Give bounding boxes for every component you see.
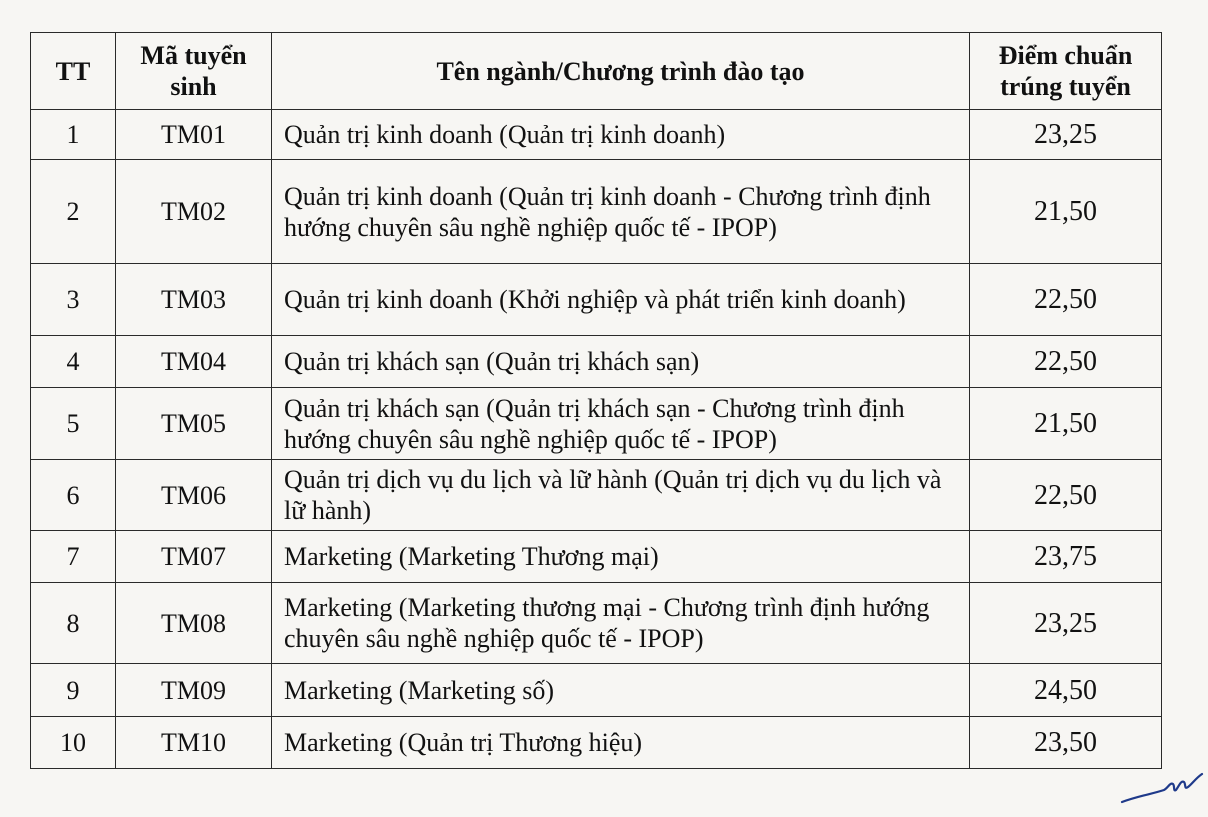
row-number: 10 [31, 717, 116, 769]
handwritten-signature [1118, 768, 1204, 808]
row-number: 8 [31, 583, 116, 664]
row-number: 3 [31, 264, 116, 336]
program-name: Marketing (Marketing số) [272, 664, 970, 717]
program-name: Marketing (Quản trị Thương hiệu) [272, 717, 970, 769]
cutoff-score: 23,25 [970, 583, 1162, 664]
table-row [31, 583, 1162, 664]
table-row [31, 110, 1162, 160]
admission-code: TM06 [116, 460, 272, 531]
cutoff-score: 22,50 [970, 336, 1162, 388]
admission-code: TM03 [116, 264, 272, 336]
program-name: Quản trị kinh doanh (Khởi nghiệp và phát triển kinh doanh) [272, 264, 970, 336]
table-row [31, 460, 1162, 531]
cutoff-score: 23,50 [970, 717, 1162, 769]
row-number: 5 [31, 388, 116, 460]
admission-code: TM07 [116, 531, 272, 583]
program-name: Quản trị khách sạn (Quản trị khách sạn - Chương trình định hướng chuyên sâu nghề nghiệp quốc tế - IPOP) [272, 388, 970, 460]
header-cutoff-score: Điểm chuẩn trúng tuyển [970, 33, 1162, 110]
header-tt: TT [31, 33, 116, 110]
program-name: Quản trị khách sạn (Quản trị khách sạn) [272, 336, 970, 388]
cutoff-score: 23,75 [970, 531, 1162, 583]
row-number: 6 [31, 460, 116, 531]
program-name: Marketing (Marketing Thương mại) [272, 531, 970, 583]
table-row [31, 531, 1162, 583]
table-row [31, 160, 1162, 264]
table-row [31, 264, 1162, 336]
program-name: Quản trị kinh doanh (Quản trị kinh doanh - Chương trình định hướng chuyên sâu nghề nghiệp quốc tế - IPOP) [272, 160, 970, 264]
admission-code: TM02 [116, 160, 272, 264]
admission-code: TM08 [116, 583, 272, 664]
header-program-name: Tên ngành/Chương trình đào tạo [272, 33, 970, 110]
table-row [31, 388, 1162, 460]
row-number: 1 [31, 110, 116, 160]
admission-code: TM01 [116, 110, 272, 160]
cutoff-score: 22,50 [970, 264, 1162, 336]
cutoff-score: 21,50 [970, 388, 1162, 460]
cutoff-score: 22,50 [970, 460, 1162, 531]
row-number: 9 [31, 664, 116, 717]
admission-code: TM09 [116, 664, 272, 717]
table-header-row [31, 33, 1162, 110]
admission-scores-table [30, 32, 1162, 769]
row-number: 2 [31, 160, 116, 264]
admission-code: TM10 [116, 717, 272, 769]
row-number: 7 [31, 531, 116, 583]
header-admission-code: Mã tuyển sinh [116, 33, 272, 110]
row-number: 4 [31, 336, 116, 388]
admission-code: TM05 [116, 388, 272, 460]
cutoff-score: 24,50 [970, 664, 1162, 717]
cutoff-score: 23,25 [970, 110, 1162, 160]
table-row [31, 336, 1162, 388]
admission-code: TM04 [116, 336, 272, 388]
program-name: Quản trị dịch vụ du lịch và lữ hành (Quản trị dịch vụ du lịch và lữ hành) [272, 460, 970, 531]
table-row [31, 664, 1162, 717]
table-row [31, 717, 1162, 769]
program-name: Marketing (Marketing thương mại - Chương trình định hướng chuyên sâu nghề nghiệp quốc tế - IPOP) [272, 583, 970, 664]
program-name: Quản trị kinh doanh (Quản trị kinh doanh) [272, 110, 970, 160]
cutoff-score: 21,50 [970, 160, 1162, 264]
